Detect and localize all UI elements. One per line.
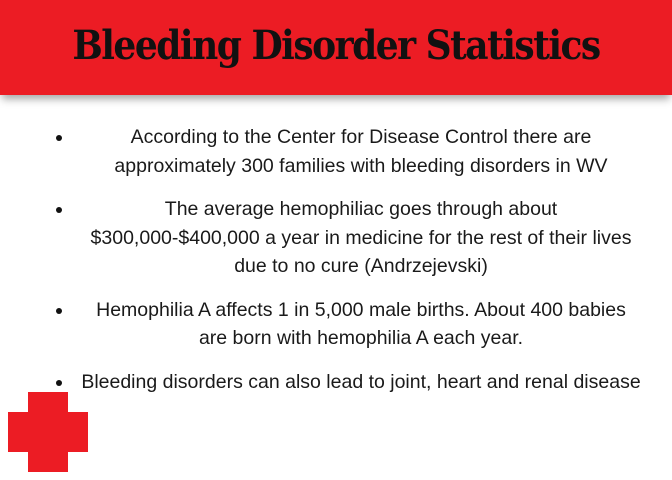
bullet-icon <box>56 135 62 141</box>
list-item <box>52 296 642 353</box>
bullet-text: The average hemophiliac goes through about $300,000-$400,000 a year in medicine for the rest of their lives due to no cure (Andrzejevski) <box>90 198 632 277</box>
bullet-text: According to the Center for Disease Control there are approximately 300 families with bleeding disorders in WV <box>114 126 608 177</box>
list-item <box>52 195 642 281</box>
statistics-list <box>52 123 642 411</box>
page-title: Bleeding Disorder Statistics <box>72 21 600 69</box>
title-banner <box>0 0 672 95</box>
bullet-text: Bleeding disorders can also lead to joint, heart and renal disease <box>81 370 641 393</box>
red-cross-horizontal-bar <box>8 412 88 452</box>
list-item <box>52 368 642 397</box>
bullet-icon <box>56 207 62 213</box>
bullet-icon <box>56 308 62 314</box>
list-item <box>52 123 642 180</box>
bullet-icon <box>56 380 62 386</box>
bullet-text: Hemophilia A affects 1 in 5,000 male births. About 400 babies are born with hemophilia A each year. <box>96 298 626 349</box>
